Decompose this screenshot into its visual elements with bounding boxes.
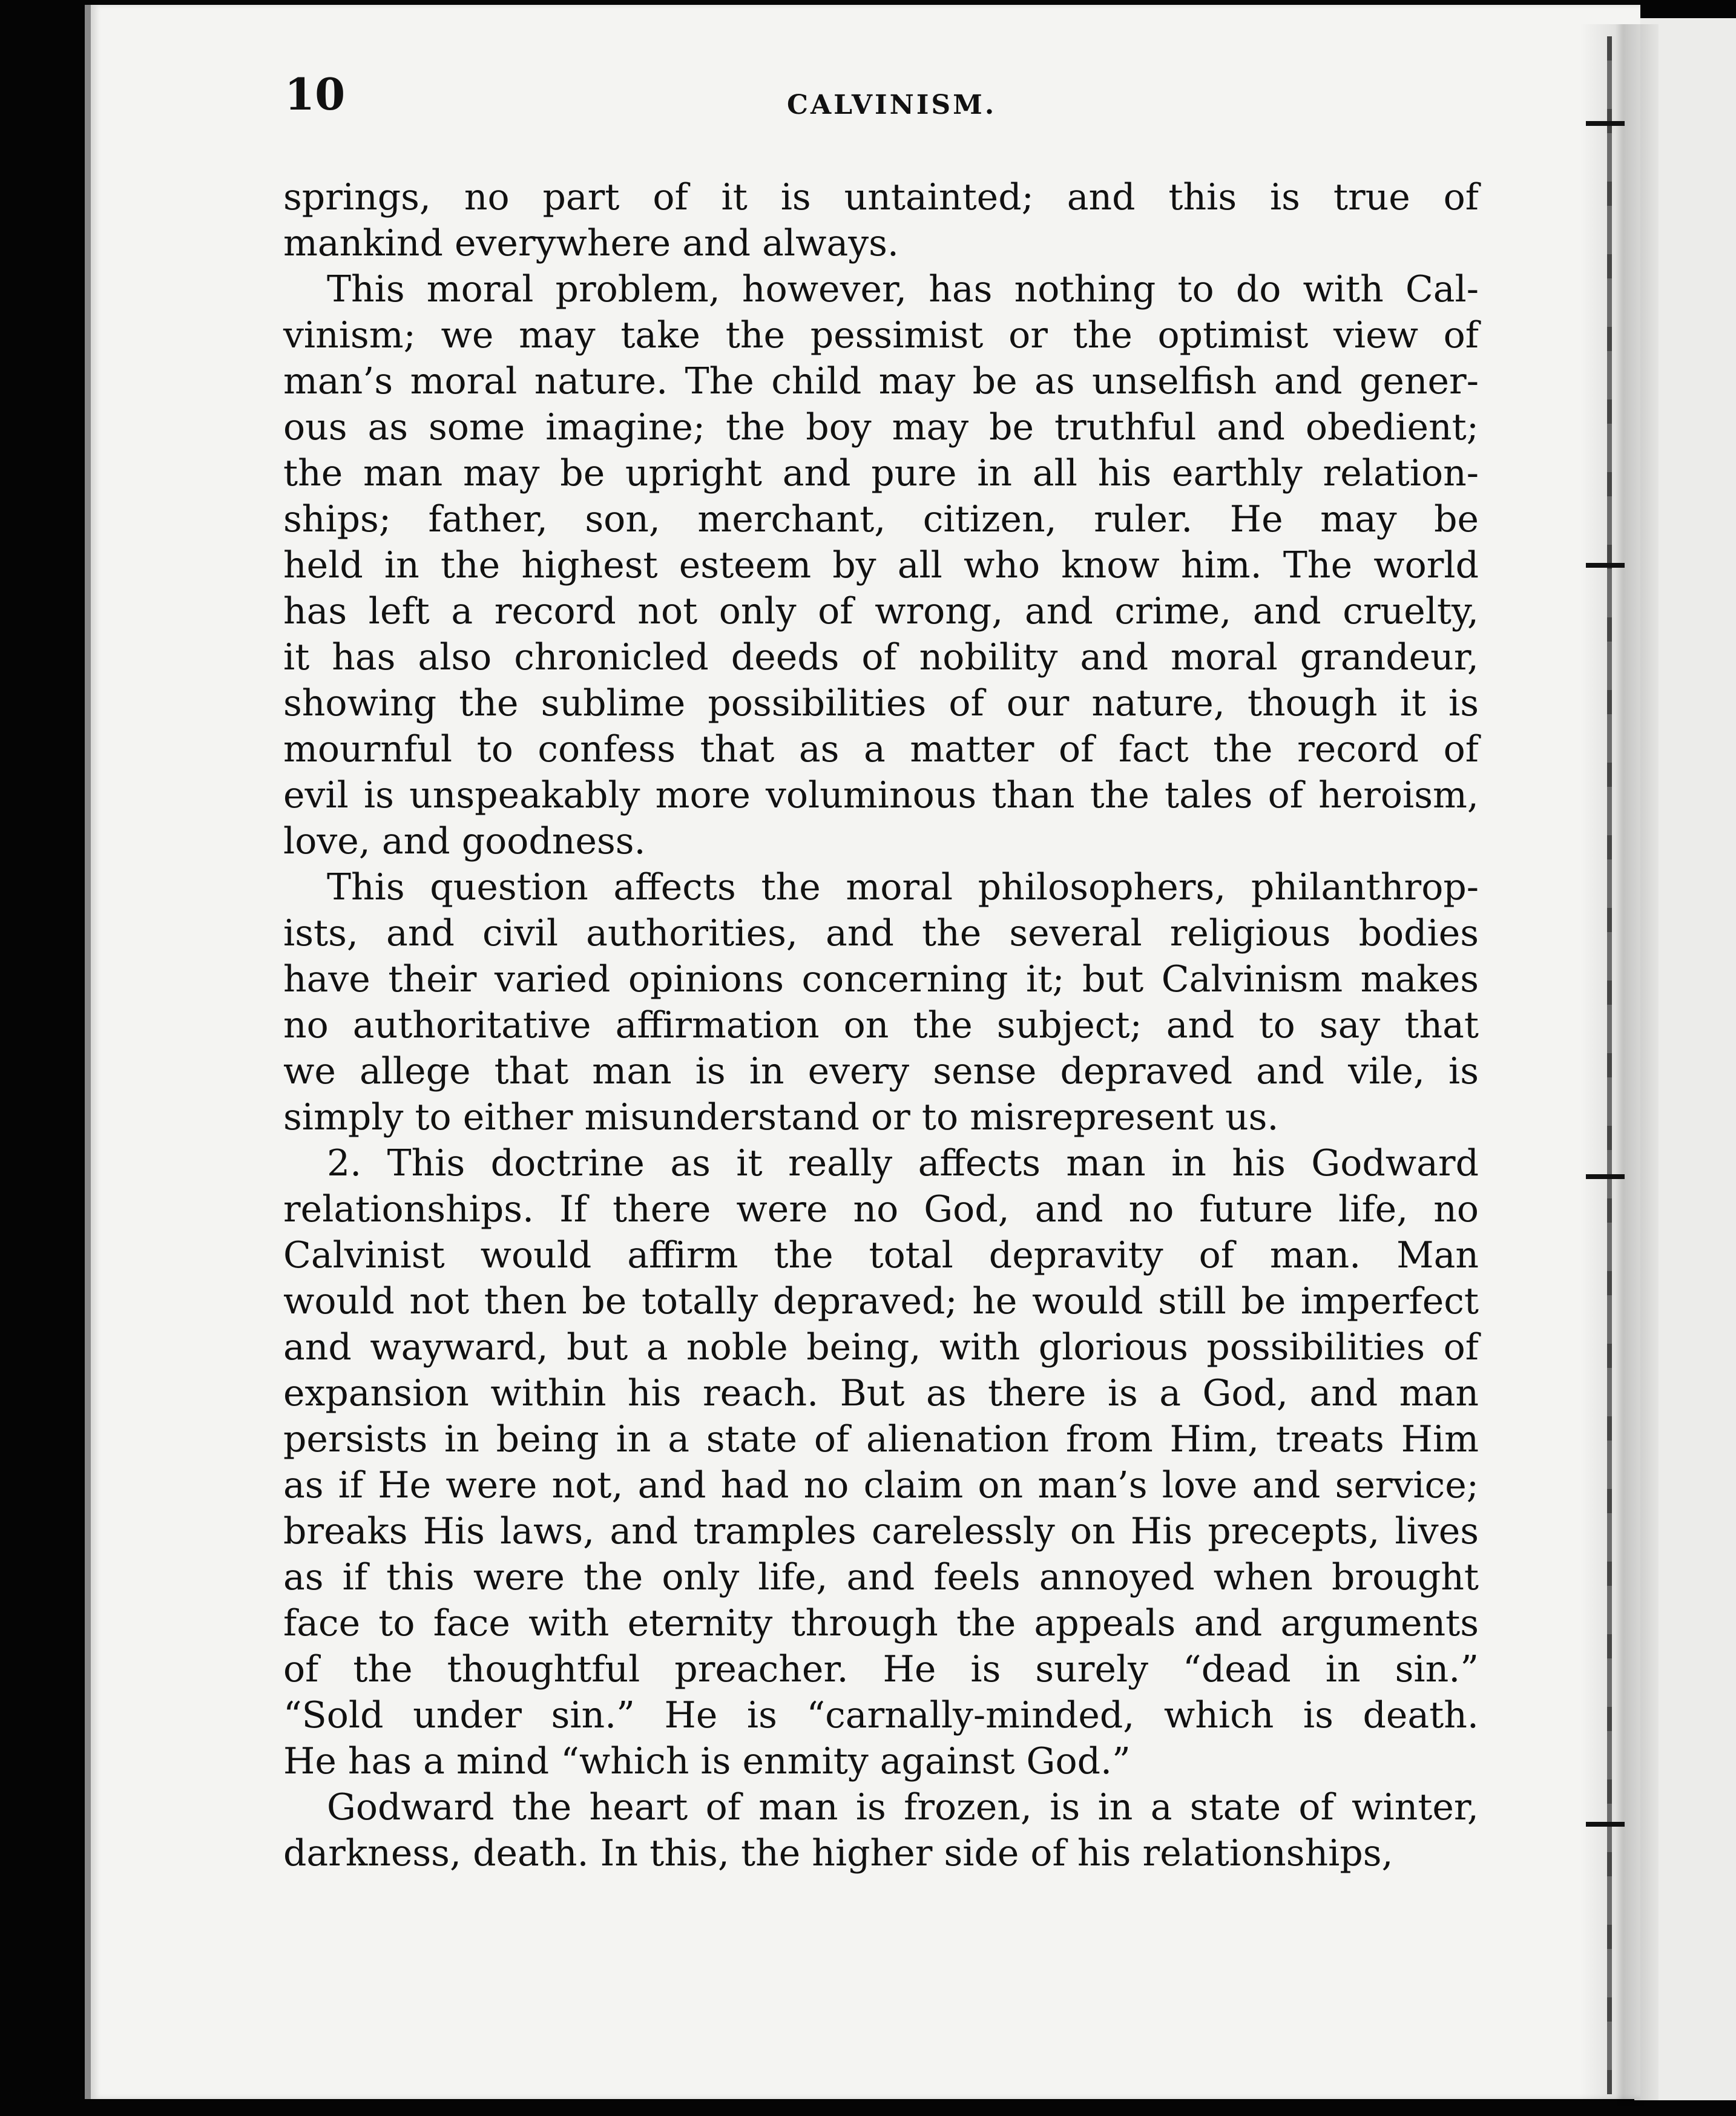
text-line: love, and goodness.: [283, 820, 646, 862]
text-line: as if He were not, and had no claim on man’s love and service;: [283, 1464, 1479, 1506]
binding-gutter: [1580, 24, 1659, 2106]
text-line: He has a mind “which is enmity against God.”: [283, 1740, 1131, 1782]
text-line: no authoritative affirmation on the subject; and to say that: [283, 1004, 1479, 1046]
text-line: 2. This doctrine as it really affects man in his Godward: [327, 1142, 1479, 1184]
text-line: held in the highest esteem by all who know him. The world: [283, 544, 1479, 586]
text-line: breaks His laws, and tramples carelessly on His precepts, lives: [283, 1510, 1479, 1552]
text-line: expansion within his reach. But as there is a God, and man: [283, 1372, 1479, 1414]
binding-stitching: [1607, 36, 1612, 2094]
text-line: relationships. If there were no God, and no future life, no: [283, 1188, 1479, 1230]
text-line: mournful to confess that as a matter of fact the record of: [283, 728, 1479, 770]
text-line: This moral problem, however, has nothing to do with Cal-: [327, 268, 1479, 310]
text-line: persists in being in a state of alienation from Him, treats Him: [283, 1418, 1479, 1460]
text-line: has left a record not only of wrong, and crime, and cruelty,: [283, 590, 1479, 632]
stitch-mark: [1586, 1174, 1625, 1179]
running-head: CALVINISM.: [787, 90, 997, 120]
text-line: and wayward, but a noble being, with glorious possibilities of: [283, 1326, 1479, 1368]
text-line: This question affects the moral philosophers, philanthrop-: [327, 866, 1479, 908]
text-line: mankind everywhere and always.: [283, 222, 899, 264]
text-line: it has also chronicled deeds of nobility and moral grandeur,: [283, 636, 1479, 678]
stitch-mark: [1586, 563, 1625, 568]
text-line: the man may be upright and pure in all his earthly relation-: [283, 452, 1479, 494]
text-line: “Sold under sin.” He is “carnally-minded, which is death.: [283, 1694, 1479, 1736]
stitch-mark: [1586, 1822, 1625, 1827]
text-line: of the thoughtful preacher. He is surely “dead in sin.”: [283, 1648, 1479, 1690]
text-line: have their varied opinions concerning it; but Calvinism makes: [283, 958, 1479, 1000]
text-line: ists, and civil authorities, and the several religious bodies: [283, 912, 1479, 954]
text-line: evil is unspeakably more voluminous than the tales of heroism,: [283, 774, 1479, 816]
text-line: showing the sublime possibilities of our nature, though it is: [283, 682, 1479, 724]
text-line: ships; father, son, merchant, citizen, ruler. He may be: [283, 498, 1479, 540]
text-line: would not then be totally depraved; he would still be imperfect: [283, 1280, 1479, 1322]
text-line: Calvinist would affirm the total depravity of man. Man: [283, 1234, 1479, 1276]
text-line: ous as some imagine; the boy may be truthful and obedient;: [283, 406, 1479, 448]
stitch-mark: [1586, 121, 1625, 126]
text-line: as if this were the only life, and feels annoyed when brought: [283, 1556, 1479, 1598]
page-number: 10: [284, 68, 346, 120]
book-page: [85, 5, 1640, 2099]
text-line: simply to either misunderstand or to misrepresent us.: [283, 1096, 1279, 1138]
text-line: face to face with eternity through the appeals and arguments: [283, 1602, 1479, 1644]
text-line: we allege that man is in every sense depraved and vile, is: [283, 1050, 1479, 1092]
text-line: darkness, death. In this, the higher side of his relationships,: [283, 1832, 1393, 1874]
text-line: man’s moral nature. The child may be as unselfish and gener-: [283, 360, 1479, 402]
body-text: [283, 174, 1479, 1876]
text-line: springs, no part of it is untainted; and this is true of: [283, 176, 1479, 218]
text-line: vinism; we may take the pessimist or the optimist view of: [283, 314, 1479, 356]
text-line: Godward the heart of man is frozen, is in a state of winter,: [327, 1786, 1479, 1828]
